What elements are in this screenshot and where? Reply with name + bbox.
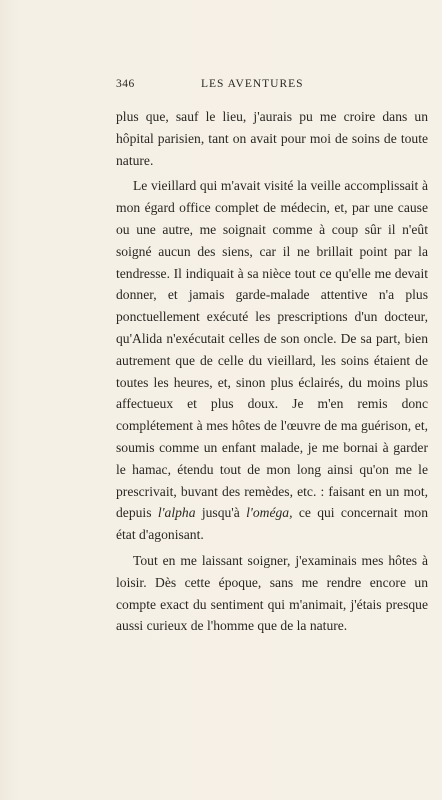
paragraph-text: Le vieillard qui m'avait visité la veille accomplissait à mon égard office complet de médecin, et, par une cause ou une autre, me soignait comme à coup sûr il n'eût soigné aucun des siens, car il ne brillait point par la tendresse. Il indiquait à sa nièce tout ce qu'elle me devait donner, et jamais garde-malade attentive n'a plus ponctuellement exécuté les prescriptions d'un docteur, qu'Alida n'exécutait celles de son oncle. De sa part, bien autrement que de celle du vieillard, les soins étaient de toutes les heures, et, sinon plus éclairés, du moins plus affectueux et plus doux. Je m'en remis donc complétement à mes hôtes de l'œuvre de ma guérison, et, soumis comme un enfant malade, je me bornai à garder le hamac, étendu tout de mon long ainsi qu'on me le prescrivait, buvant des remèdes, etc. : faisant en un mot, depuis — [116, 178, 428, 521]
paragraph-vieillard — [116, 175, 428, 546]
italic-alpha: l'alpha — [157, 505, 196, 521]
paragraph-examination: Tout en me laissant soigner, j'examinais mes hôtes à loisir. Dès cette époque, sans me rendre encore un compte exact du sentiment qui m'animait, j'étais presque aussi curieux de l'homme que de la nature. — [116, 552, 428, 634]
paragraph-continuation: plus que, sauf le lieu, j'aurais pu me croire dans un hôpital parisien, tant on avait pour moi de soins de toute nature. — [116, 109, 428, 168]
page-body — [116, 106, 428, 637]
italic-omega: l'oméga, — [246, 505, 293, 521]
paragraph-text: ce qui concernait mon état d'agonisant. — [116, 505, 429, 543]
page-header — [116, 78, 428, 94]
page-number: 346 — [116, 78, 135, 90]
running-title: LES AVENTURES — [201, 78, 304, 90]
paragraph-text: jusqu'à — [201, 505, 240, 521]
